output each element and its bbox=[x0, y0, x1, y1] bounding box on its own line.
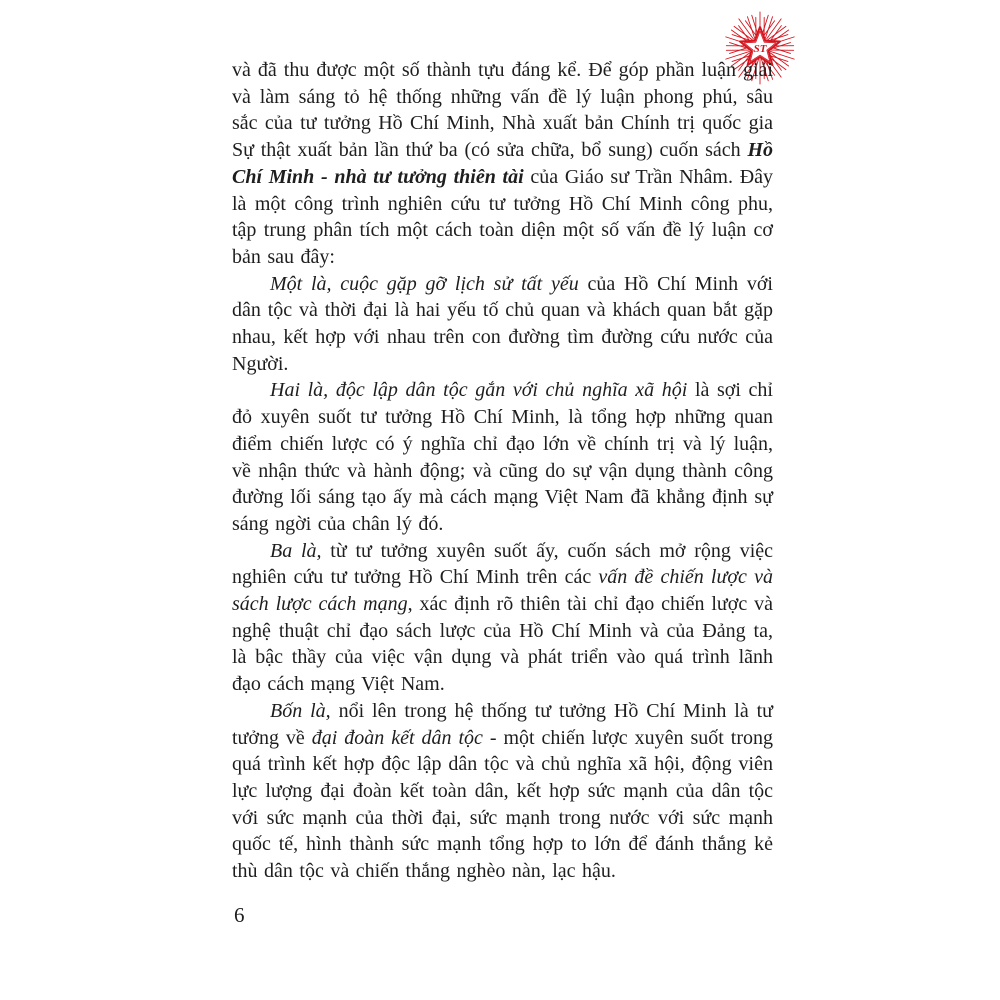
paragraph-2 bbox=[232, 271, 773, 378]
paragraph-1 bbox=[232, 57, 773, 271]
page-number: 6 bbox=[234, 903, 245, 927]
text-segment: là sợi chỉ đỏ xuyên suốt tư tưởng Hồ Chí Minh, là tổng hợp những quan điểm chiến lược có ý nghĩa chỉ đạo lớn về chính trị và lý luận, về nhận thức và hành động; và cũng do sự vận dụng thành công đường lối sáng tạo ấy mà cách mạng Việt Nam đã khẳng định sự sáng ngời của chân lý đó. bbox=[232, 379, 773, 535]
text-segment: Một là, cuộc gặp gỡ lịch sử tất yếu bbox=[270, 272, 579, 295]
text-segment: từ tư tưởng xuyên suốt ấy, cuốn sách mở rộng việc nghiên cứu tư tưởng Hồ Chí Minh trên các bbox=[232, 539, 774, 589]
text-segment: nổi lên trong hệ thống tư tưởng Hồ Chí Minh là tư tưởng về bbox=[232, 699, 773, 749]
text-segment: và đã thu được một số thành tựu đáng kể. Để góp phần luận giải và làm sáng tỏ hệ thống những vấn đề lý luận phong phú, sâu sắc của tư tưởng Hồ Chí Minh, Nhà xuất bản Chính trị quốc gia Sự thật xuất bản lần thứ ba (có sửa chữa, bổ sung) cuốn sách bbox=[232, 59, 773, 162]
logo-monogram: ST bbox=[753, 43, 767, 56]
text-segment: Bốn là, bbox=[270, 699, 331, 722]
text-segment: của Hồ Chí Minh với dân tộc và thời đại là hai yếu tố chủ quan và khách quan bắt gặp nhau, kết hợp với nhau trên con đường tìm đường cứu nước của Người. bbox=[232, 272, 773, 375]
text-segment: vấn đề chiến lược và sách lược cách mạng bbox=[232, 566, 773, 616]
text-segment: Hai là, độc lập dân tộc gắn với chủ nghĩa xã hội bbox=[270, 379, 688, 402]
text-segment: Ba là, bbox=[270, 539, 322, 562]
text-segment: - một chiến lược xuyên suốt trong quá trình kết hợp độc lập dân tộc và chủ nghĩa xã hội, động viên lực lượng đại đoàn kết toàn dân, kết hợp sức mạnh của dân tộc với sức mạnh của thời đại, sức mạnh trong nước với sức mạnh quốc tế, hình thành sức mạnh tổng hợp to lớn để đánh thắng kẻ thù dân tộc và chiến thắng nghèo nàn, lạc hậu. bbox=[232, 726, 773, 883]
text-segment: đại đoàn kết dân tộc bbox=[311, 726, 483, 749]
paragraph-4 bbox=[232, 538, 773, 698]
text-segment: của Giáo sư Trần Nhâm. Đây là một công trình nghiên cứu tư tưởng Hồ Chí Minh công phu, tập trung phân tích một cách toàn diện một số vấn đề lý luận cơ bản sau đây: bbox=[232, 165, 774, 268]
body-text bbox=[232, 57, 773, 885]
book-title-text: Hồ Chí Minh - nhà tư tưởng thiên tài bbox=[232, 139, 773, 188]
text-segment: , xác định rõ thiên tài chỉ đạo chiến lược và nghệ thuật chỉ đạo sách lược của Hồ Chí Minh và của Đảng ta, là bậc thầy của việc vận dụng và phát triển vào quá trình lãnh đạo cách mạng Việt Nam. bbox=[232, 593, 773, 696]
paragraph-5 bbox=[232, 698, 773, 885]
paragraph-3 bbox=[232, 377, 773, 537]
